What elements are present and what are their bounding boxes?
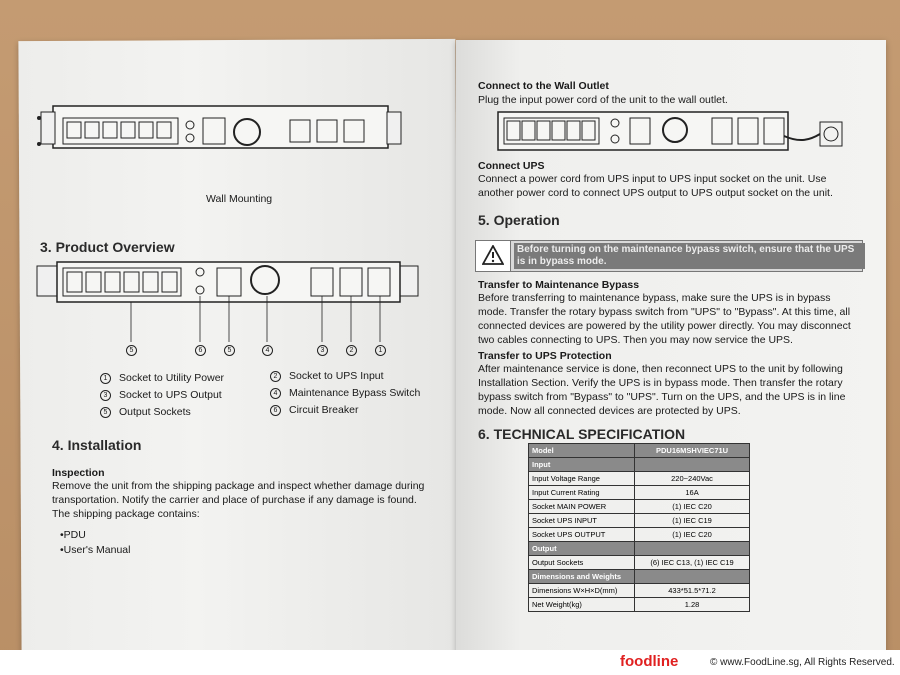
product-overview-title: 3. Product Overview	[40, 239, 175, 255]
spec-value: (1) IEC C19	[635, 514, 750, 528]
spec-value	[635, 458, 750, 472]
callout-5b: 5	[224, 345, 235, 356]
spec-section-row	[529, 542, 750, 556]
legend-item-5	[100, 406, 191, 418]
warning-box	[475, 240, 863, 272]
bypass-text: Before transferring to maintenance bypass, make sure the UPS is in bypass mode. Transfer the rotary bypass switch from "UPS" to "Bypass". At this time, all connected devices are powered by the utility power directly. You may disconnect two cables connecting to UPS. Then you may now service the UPS.	[478, 292, 851, 346]
callout-5a: 5	[126, 345, 137, 356]
legend-num: 5	[100, 407, 111, 418]
warning-icon	[482, 245, 504, 265]
spec-value: 1.28	[635, 598, 750, 612]
legend-item-3	[100, 389, 222, 401]
footer	[0, 650, 900, 675]
legend-item-2	[270, 370, 384, 382]
warning-icon-cell	[476, 241, 511, 271]
copyright-text: © www.FoodLine.sg, All Rights Reserved.	[710, 657, 895, 668]
spec-label: Socket MAIN POWER	[529, 500, 635, 514]
legend-item-4	[270, 387, 420, 399]
warning-text: Before turning on the maintenance bypass switch, ensure that the UPS is in bypass mode.	[514, 243, 865, 269]
spec-value	[635, 570, 750, 584]
spec-row	[529, 528, 750, 542]
spec-label: Socket UPS OUTPUT	[529, 528, 635, 542]
callout-6: 6	[195, 345, 206, 356]
spec-label: Output Sockets	[529, 556, 635, 570]
operation-title: 5. Operation	[478, 212, 560, 228]
installation-title: 4. Installation	[52, 437, 142, 453]
wall-outlet-diagram	[490, 108, 850, 158]
spec-section-row	[529, 444, 750, 458]
spec-label: Dimensions W×H×D(mm)	[529, 584, 635, 598]
spec-value: (6) IEC C13, (1) IEC C19	[635, 556, 750, 570]
spec-label: Dimensions and Weights	[529, 570, 635, 584]
spec-value: 220~240Vac	[635, 472, 750, 486]
spec-section-row	[529, 570, 750, 584]
spec-value: PDU16MSHVIEC71U	[635, 444, 750, 458]
spec-label: Input Current Rating	[529, 486, 635, 500]
spec-row	[529, 584, 750, 598]
legend-label: Socket to UPS Input	[289, 370, 384, 382]
protection-title: Transfer to UPS Protection	[478, 350, 612, 362]
bypass-title: Transfer to Maintenance Bypass	[478, 279, 640, 291]
spec-label: Socket UPS INPUT	[529, 514, 635, 528]
connect-ups-title: Connect UPS	[478, 160, 545, 172]
package-item-manual: •User's Manual	[60, 544, 131, 556]
spec-value: (1) IEC C20	[635, 500, 750, 514]
legend-num: 1	[100, 373, 111, 384]
legend-label: Maintenance Bypass Switch	[289, 387, 421, 399]
spec-row	[529, 500, 750, 514]
legend-num: 3	[100, 390, 111, 401]
spec-value: (1) IEC C20	[635, 528, 750, 542]
legend-label: Socket to UPS Output	[119, 389, 222, 401]
protection-text: After maintenance service is done, then reconnect UPS to the unit by following Installation Section. Verify the UPS is in bypass mode. Then transfer the rotary bypass switch from "Bypass" to "UPS". Turn on the UPS, and the UPS is in line mode. Now all connected devices are protected by UPS.	[478, 363, 846, 417]
spec-label: Model	[529, 444, 635, 458]
spec-label: Net Weight(kg)	[529, 598, 635, 612]
spec-value: 16A	[635, 486, 750, 500]
callout-3: 3	[317, 345, 328, 356]
legend-label: Circuit Breaker	[289, 404, 359, 416]
spec-value	[635, 542, 750, 556]
callout-4: 4	[262, 345, 273, 356]
spec-label: Input	[529, 458, 635, 472]
spec-label: Output	[529, 542, 635, 556]
spec-row	[529, 486, 750, 500]
legend-num: 4	[270, 388, 281, 399]
wall-outlet-text: Plug the input power cord of the unit to the wall outlet.	[478, 94, 728, 106]
spec-row	[529, 514, 750, 528]
inspection-text: Remove the unit from the shipping package and inspect whether damage during transportation. Notify the carrier and place of purchase if any damage is found. The shipping package contains:	[52, 480, 425, 520]
legend-item-6	[270, 404, 358, 416]
legend-item-1	[100, 372, 224, 384]
connect-ups-text: Connect a power cord from UPS input to UPS input socket on the unit. Use another power cord to connect UPS output to UPS output socket on the unit.	[478, 173, 833, 199]
foodline-logo[interactable]: foodline	[620, 653, 679, 670]
legend-label: Socket to Utility Power	[119, 372, 225, 384]
callout-2: 2	[346, 345, 357, 356]
wall-mounting-caption: Wall Mounting	[206, 193, 273, 205]
wall-outlet-title: Connect to the Wall Outlet	[478, 80, 609, 92]
wall-mounting-diagram	[35, 100, 415, 155]
spec-row	[529, 472, 750, 486]
callout-1: 1	[375, 345, 386, 356]
package-item-pdu: •PDU	[60, 529, 86, 541]
spec-value: 433*51.5*71.2	[635, 584, 750, 598]
spec-label: Input Voltage Range	[529, 472, 635, 486]
spec-section-row	[529, 458, 750, 472]
legend-label: Output Sockets	[119, 406, 191, 418]
legend-num: 2	[270, 371, 281, 382]
spec-title: 6. TECHNICAL SPECIFICATION	[478, 426, 686, 442]
legend-num: 6	[270, 405, 281, 416]
inspection-title: Inspection	[52, 467, 105, 479]
spec-table	[528, 443, 750, 612]
spec-row	[529, 556, 750, 570]
spec-row	[529, 598, 750, 612]
